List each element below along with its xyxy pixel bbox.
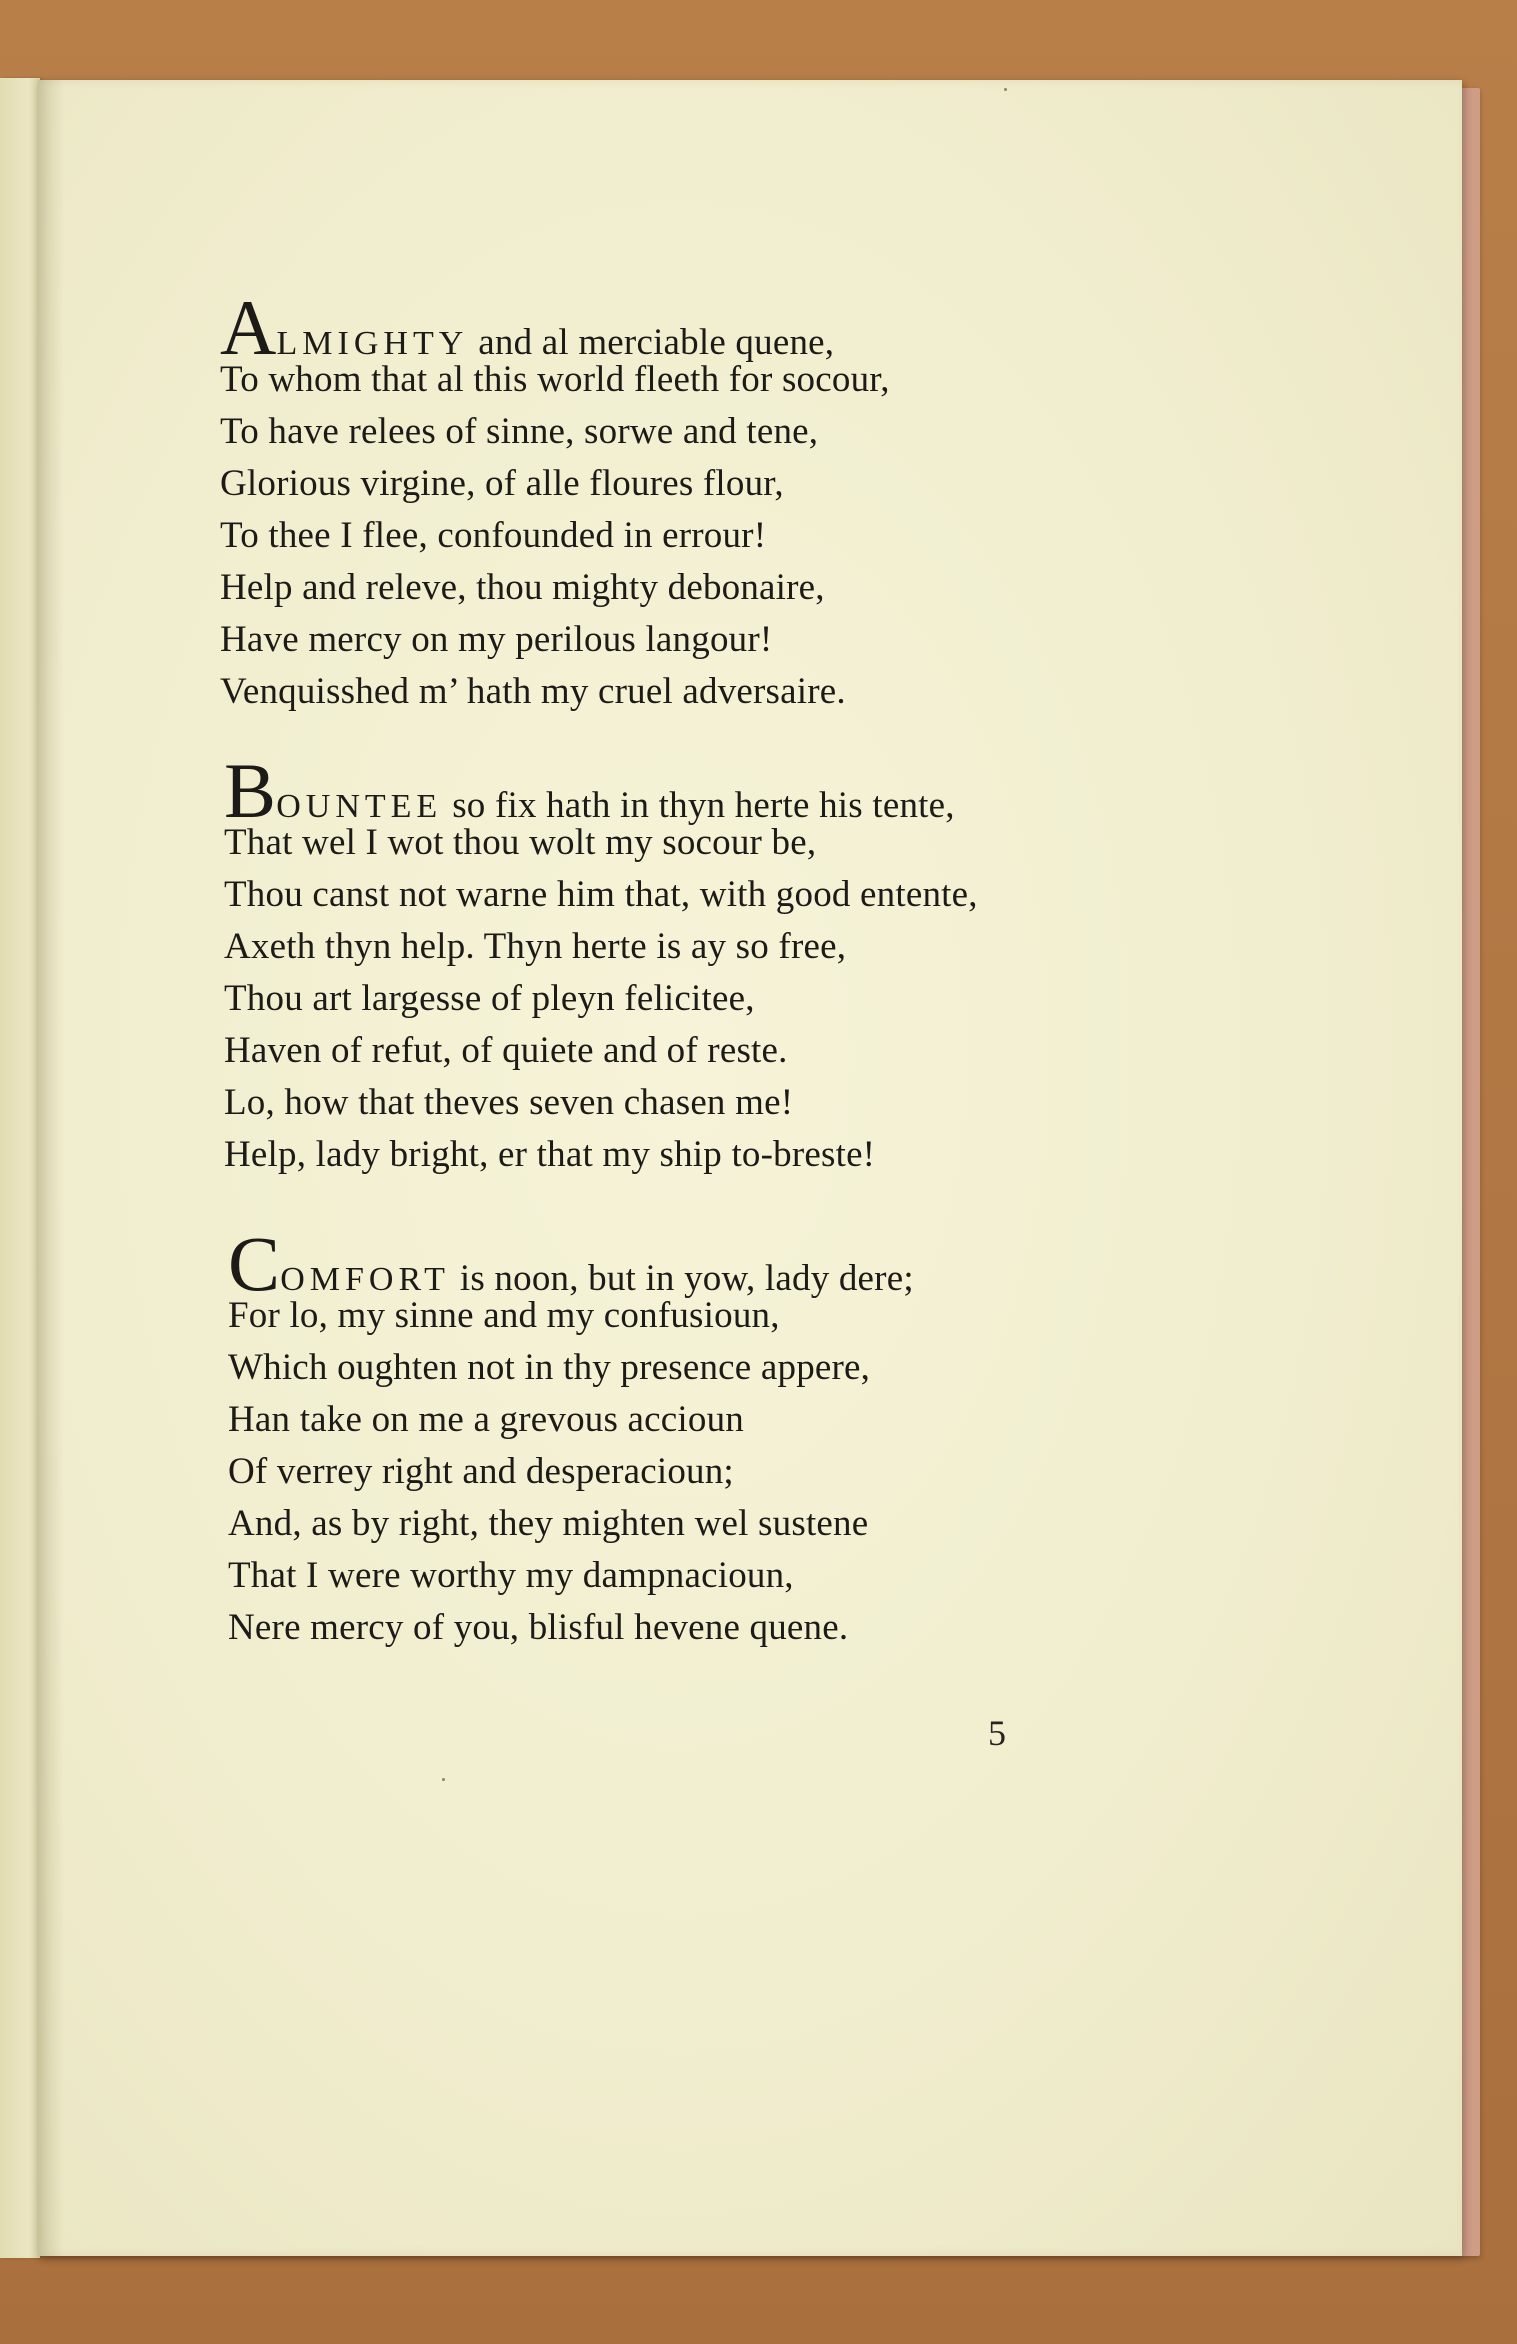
poem-line: Have mercy on my perilous langour! bbox=[220, 619, 773, 660]
stanza-2 bbox=[224, 747, 978, 1181]
poem-line: Han take on me a grevous accioun bbox=[228, 1399, 744, 1440]
poem-line: That wel I wot thou wolt my socour be, bbox=[224, 822, 817, 863]
poem-line: Haven of refut, of quiete and of reste. bbox=[224, 1030, 788, 1071]
line-rest: is noon, but in yow, lady dere; bbox=[459, 1258, 914, 1299]
stanza-1 bbox=[220, 284, 890, 718]
gutter-shadow bbox=[38, 80, 64, 2256]
page-number: 5 bbox=[988, 1713, 1006, 1753]
poem-line: Help and releve, thou mighty debonaire, bbox=[220, 567, 825, 608]
paper-speck bbox=[1004, 88, 1007, 91]
book-page bbox=[38, 80, 1462, 2256]
poem-line: Axeth thyn help. Thyn herte is ay so free, bbox=[224, 926, 847, 967]
paper-speck bbox=[442, 1778, 445, 1781]
stanza-3 bbox=[228, 1220, 914, 1654]
poem-line: To have relees of sinne, sorwe and tene, bbox=[220, 411, 819, 452]
small-caps-word: LMIGHTY bbox=[276, 325, 469, 362]
poem-line: Lo, how that theves seven chasen me! bbox=[224, 1082, 794, 1123]
poem-line: That I were worthy my dampnacioun, bbox=[228, 1555, 794, 1596]
line-rest: and al merciable quene, bbox=[478, 322, 835, 363]
poem-line: For lo, my sinne and my confusioun, bbox=[228, 1295, 780, 1336]
line-rest: so fix hath in thyn herte his tente, bbox=[452, 785, 955, 826]
drop-initial: B bbox=[224, 747, 277, 834]
stanza-first-line bbox=[224, 747, 978, 834]
small-caps-word: OUNTEE bbox=[276, 788, 443, 825]
poem-line: Thou art largesse of pleyn felicitee, bbox=[224, 978, 755, 1019]
poem-line: Glorious virgine, of alle floures flour, bbox=[220, 463, 784, 504]
poem-line: Help, lady bright, er that my ship to-breste! bbox=[224, 1134, 876, 1175]
poem-line: To thee I flee, confounded in errour! bbox=[220, 515, 767, 556]
left-page-edge bbox=[0, 78, 40, 2258]
poem-line: Thou canst not warne him that, with good entente, bbox=[224, 874, 978, 915]
poem-line: And, as by right, they mighten wel sustene bbox=[228, 1503, 869, 1544]
stanza-first-line bbox=[220, 284, 890, 371]
poem-line: Venquisshed m’ hath my cruel adversaire. bbox=[220, 671, 846, 712]
poem-line: To whom that al this world fleeth for socour, bbox=[220, 359, 890, 400]
poem-line: Of verrey right and desperacioun; bbox=[228, 1451, 734, 1492]
poem-line: Which oughten not in thy presence appere, bbox=[228, 1347, 871, 1388]
poem-line: Nere mercy of you, blisful hevene quene. bbox=[228, 1607, 849, 1648]
drop-initial: A bbox=[220, 284, 277, 371]
drop-initial: C bbox=[228, 1220, 281, 1307]
stanza-first-line bbox=[228, 1220, 914, 1307]
small-caps-word: OMFORT bbox=[280, 1261, 450, 1298]
